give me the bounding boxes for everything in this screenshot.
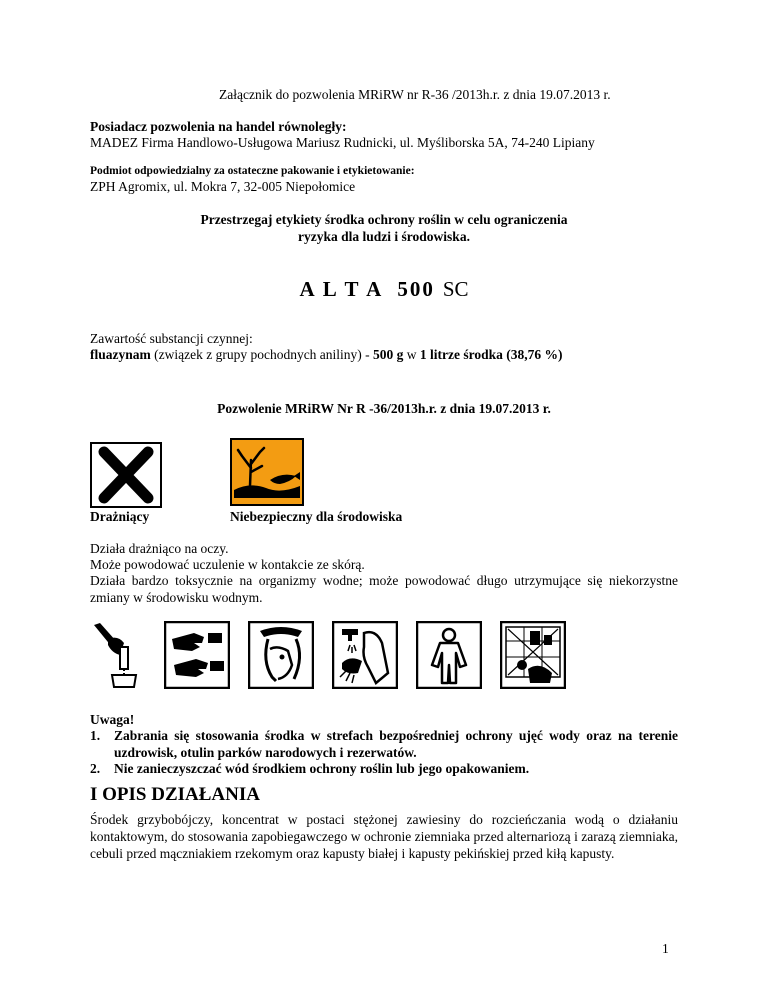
product-number: 500 [397,277,435,301]
substance-desc: (związek z grupy pochodnych aniliny) - [150,347,374,362]
packer-value: ZPH Agromix, ul. Mokra 7, 32-005 Niepołomice [90,179,356,194]
caution-item1-number: 1. [90,728,101,743]
protective-clothing-icon [416,621,482,689]
environment-hazard-icon [230,438,304,506]
protective-gloves-icon [164,621,230,689]
face-shield-icon [248,621,314,689]
active-substance-line [90,346,563,363]
substance-amount-per-litre: 1 litrze środka (38,76 %) [419,347,563,362]
substance-amount: 500 g [373,347,404,362]
page-number: 1 [662,941,669,956]
caution-item2: Nie zanieczyszczać wód środkiem ochrony roślin lub jego opakowaniem. [114,761,530,776]
product-suffix: SC [442,277,469,301]
hazard-label-irritant: Drażniący [90,509,150,524]
product-title [0,277,768,302]
risk-phrase-3: Działa bardzo toksycznie na organizmy wodne; może powodować długo utrzymujące się niekorzystne zmiany w środowisku wodnym. [90,573,678,605]
active-substance-label: Zawartość substancji czynnej: [90,331,253,346]
warning-notice-line2: ryzyka dla ludzi i środowiska. [298,229,470,244]
product-name: A L T A [299,277,384,301]
pour-into-container-icon [90,621,156,689]
holder-label: Posiadacz pozwolenia na handel równoległy: [90,119,347,134]
packer-label: Podmiot odpowiedzialny za ostateczne pakowanie i etykietowanie: [90,165,415,177]
warning-notice-line1: Przestrzegaj etykiety środka ochrony roślin w celu ograniczenia [200,212,568,227]
caution-item1: Zabrania się stosowania środka w strefach bezpośredniej ochrony ujęć wody oraz na terenie uzdrowisk, otulin parków narodowych i rezerwatów. [114,728,678,760]
holder-value: MADEZ Firma Handlowo-Usługowa Mariusz Rudnicki, ul. Myśliborska 5A, 74-240 Lipiany [90,135,595,150]
wash-after-use-icon [332,621,398,689]
risk-phrase-1: Działa drażniąco na oczy. [90,541,229,556]
permit-line: Pozwolenie MRiRW Nr R -36/2013h.r. z dnia 19.07.2013 r. [217,401,551,416]
caution-title: Uwaga! [90,712,135,727]
annex-reference: Załącznik do pozwolenia MRiRW nr R-36 /2013h.r. z dnia 19.07.2013 r. [219,87,611,102]
irritant-x-icon [90,442,162,508]
hazard-label-environment: Niebezpieczny dla środowiska [230,509,403,524]
section-body: Środek grzybobójczy, koncentrat w postaci stężonej zawiesiny do rozcieńczania wodą o działaniu kontaktowym, do stosowania zapobiegawczego w ochronie ziemniaka przed alternariozą i zarazą ziemniaka, cebuli przed mączniakiem rzekomym oraz kapusty białej i kapusty pekińskiej przed kiłą kapusty. [90,812,678,861]
section-heading: I OPIS DZIAŁANIA [90,784,260,805]
substance-w: w [403,347,420,362]
risk-phrase-2: Może powodować uczulenie w kontakcie ze skórą. [90,557,365,572]
caution-item2-number: 2. [90,761,101,776]
keep-away-from-children-icon [500,621,566,689]
substance-name: fluazynam [90,347,151,362]
